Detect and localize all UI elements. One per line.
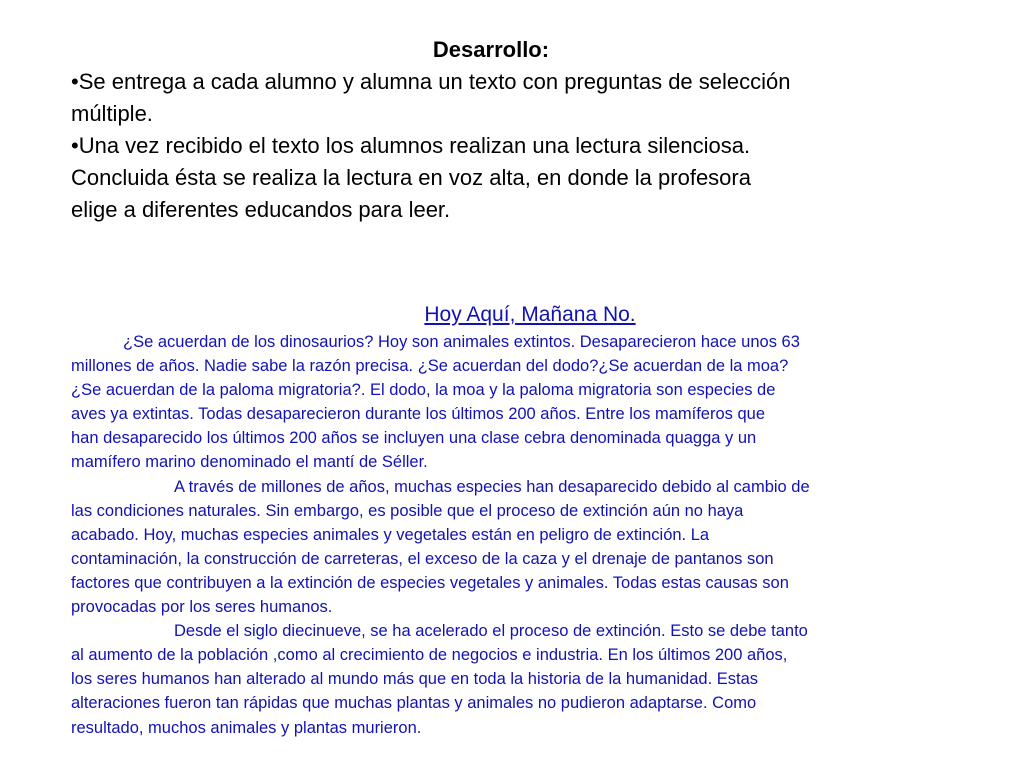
- paragraph-line: factores que contribuyen a la extinción de especies vegetales y animales. Todas estas causas son: [71, 573, 789, 592]
- instructions-line: elige a diferentes educandos para leer.: [71, 197, 451, 222]
- paragraph-line: resultado, muchos animales y plantas murieron.: [71, 718, 422, 737]
- reading-text: [71, 300, 951, 740]
- paragraph-line: las condiciones naturales. Sin embargo, es posible que el proceso de extinción aún no haya: [71, 501, 744, 520]
- instructions-block: [71, 34, 951, 226]
- paragraph-line: ¿Se acuerdan de la paloma migratoria?. El dodo, la moa y la paloma migratoria son especies de: [71, 381, 776, 400]
- paragraph-line: acabado. Hoy, muchas especies animales y vegetales están en peligro de extinción. La: [71, 525, 710, 544]
- paragraph-line: han desaparecido los últimos 200 años se incluyen una clase cebra denominada quagga y un: [71, 429, 757, 448]
- paragraph-line: mamífero marino denominado el mantí de Séller.: [71, 453, 428, 472]
- paragraph-human-causes: [71, 619, 951, 739]
- instructions-line: Concluida ésta se realiza la lectura en voz alta, en donde la profesora: [71, 165, 751, 190]
- instructions-line: •Una vez recibido el texto los alumnos realizan una lectura silenciosa.: [71, 133, 751, 158]
- paragraph-line: los seres humanos han alterado al mundo más que en toda la historia de la humanidad. Estas: [71, 670, 759, 689]
- paragraph-line: aves ya extintas. Todas desaparecieron durante los últimos 200 años. Entre los mamíferos que: [71, 405, 765, 424]
- paragraph-line: alteraciones fueron tan rápidas que muchas plantas y animales no pudieron adaptarse. Como: [71, 694, 757, 713]
- paragraph-line: Desde el siglo diecinueve, se ha acelerado el proceso de extinción. Esto se debe tanto: [174, 622, 808, 641]
- instructions-line: múltiple.: [71, 101, 153, 126]
- instructions-line: •Se entrega a cada alumno y alumna un texto con preguntas de selección: [71, 69, 791, 94]
- reading-title: Hoy Aquí, Mañana No.: [424, 303, 636, 326]
- paragraph-line: al aumento de la población ,como al crecimiento de negocios e industria. En los últimos 200 años,: [71, 646, 788, 665]
- paragraph-line: A través de millones de años, muchas especies han desaparecido debido al cambio de: [174, 477, 810, 496]
- paragraph-natural-causes: [71, 475, 951, 620]
- paragraph-line: ¿Se acuerdan de los dinosaurios? Hoy son animales extintos. Desaparecieron hace unos 63: [123, 333, 800, 351]
- paragraph-line: contaminación, la construcción de carreteras, el exceso de la caza y el drenaje de pantanos son: [71, 549, 774, 568]
- instructions-heading: Desarrollo:: [432, 37, 550, 62]
- paragraph-line: millones de años. Nadie sabe la razón precisa. ¿Se acuerdan del dodo?¿Se acuerdan de la moa?: [71, 357, 789, 376]
- paragraph-line: provocadas por los seres humanos.: [71, 598, 333, 617]
- paragraph-dinosaurs: [71, 330, 951, 475]
